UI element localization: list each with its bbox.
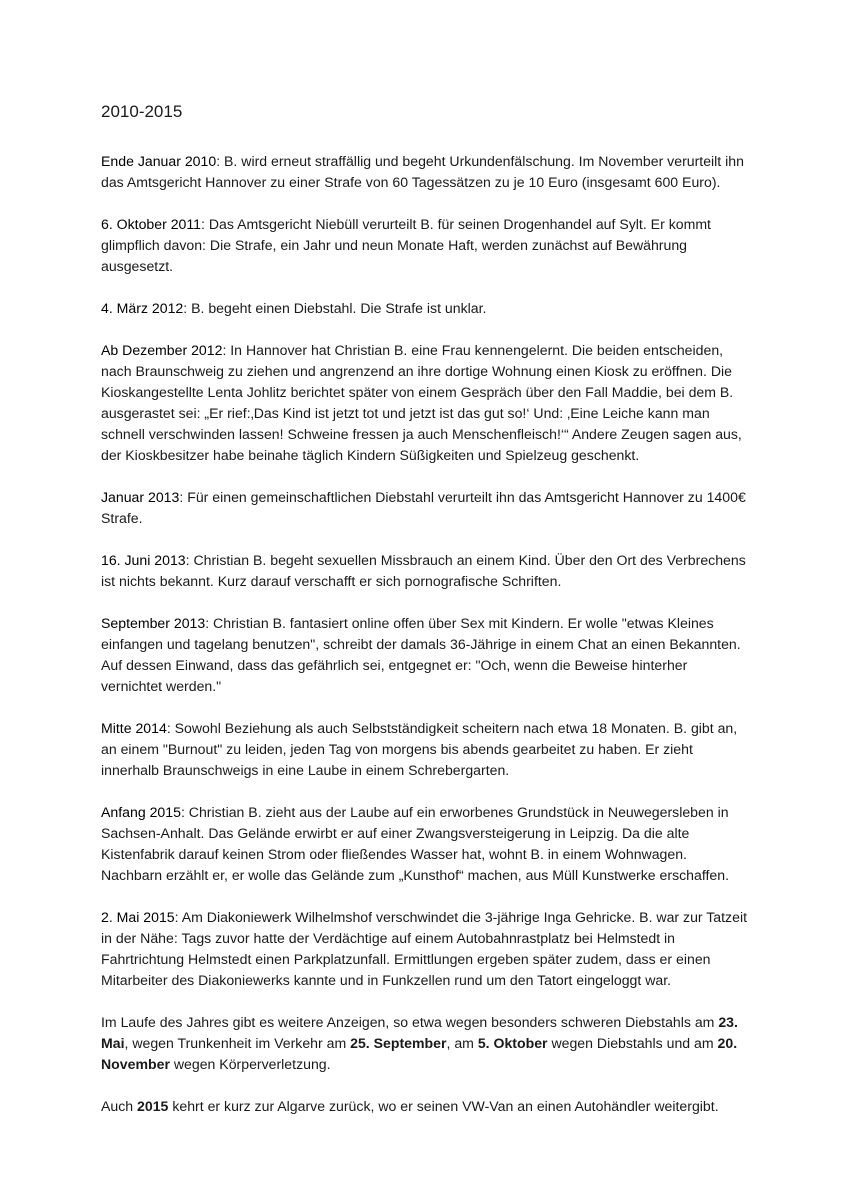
entry-text: : Sowohl Beziehung als auch Selbstständigkeit scheitern nach etwa 18 Monaten. B. gibt an, an einem "Burnout" zu leiden, jeden Tag von morgens bis abends gearbeitet zu haben. Er zieht innerhalb Braunschweigs in eine Laube in einem Schrebergarten. — [101, 720, 738, 778]
entry-date: September 2013 — [101, 615, 206, 631]
summary-date: 25. September — [350, 1035, 447, 1051]
timeline-entry — [101, 718, 748, 781]
closing-text: Auch — [101, 1098, 138, 1114]
summary-text: Im Laufe des Jahres gibt es weitere Anzeigen, so etwa wegen besonders schweren Diebstahls am — [101, 1014, 719, 1030]
timeline-entry — [101, 907, 748, 991]
timeline-entry — [101, 802, 748, 886]
entry-date: Anfang 2015 — [101, 804, 181, 820]
entry-text: : Christian B. zieht aus der Laube auf ein erworbenes Grundstück in Neuwegersleben in Sachsen-Anhalt. Das Gelände erwirbt er auf einer Zwangsversteigerung in Leipzig. Da die alte Kistenfabrik darauf keinen Strom oder fließendes Wasser hat, wohnt B. in einem Wohnwagen. Nachbarn erzählt er, er wolle das Gelände zum „Kunsthof“ machen, aus Müll Kunstwerke erschaffen. — [101, 804, 730, 883]
summary-date: 5. Oktober — [477, 1035, 548, 1051]
timeline-entry — [101, 487, 748, 529]
entry-date: 6. Oktober 2011 — [101, 216, 202, 232]
summary-paragraph — [101, 1012, 748, 1075]
closing-year: 2015 — [137, 1098, 169, 1114]
page-title: 2010-2015 — [101, 102, 183, 121]
closing-text: kehrt er kurz zur Algarve zurück, wo er seinen VW-Van an einen Autohändler weitergibt. — [168, 1098, 719, 1114]
summary-text: wegen Körperverletzung. — [169, 1056, 331, 1072]
entry-date: Ab Dezember 2012 — [101, 342, 223, 358]
entry-text: : In Hannover hat Christian B. eine Frau kennengelernt. Die beiden entscheiden, nach Braunschweig zu ziehen und angrenzend an ihre dortige Wohnung einen Kiosk zu eröffnen. Die Kioskangestellte Lenta Johlitz berichtet später von einem Gespräch über den Fall Maddie, bei dem B. ausgerastet sei: „Er rief:‚Das Kind ist jetzt tot und jetzt ist das gut so!‘ Und: ‚Eine Leiche kann man schnell verschwinden lassen! Schweine fressen ja auch Menschenfleisch!‘“ Andere Zeugen sagen aus, der Kioskbesitzer habe beinahe täglich Kindern Süßigkeiten und Spielzeug geschenkt. — [101, 342, 742, 463]
entry-date: Januar 2013 — [101, 489, 180, 505]
timeline-entry — [101, 613, 748, 697]
timeline-entry — [101, 298, 748, 319]
summary-text: , am — [446, 1035, 478, 1051]
timeline-entry — [101, 550, 748, 592]
entry-text: : Christian B. fantasiert online offen über Sex mit Kindern. Er wolle "etwas Kleines einfangen und tagelang benutzen", schreibt der damals 36-Jährige in einem Chat an einen Bekannten. Auf dessen Einwand, dass das gefährlich sei, entgegnet er: "Och, wenn die Beweise hinterher vernichtet werden." — [101, 615, 741, 694]
entry-date: 2. Mai 2015 — [101, 909, 175, 925]
summary-date: 23. Mai — [101, 1014, 738, 1051]
closing-paragraph — [101, 1096, 748, 1117]
entry-text: : Für einen gemeinschaftlichen Diebstahl verurteilt ihn das Amtsgericht Hannover zu 1400€ Strafe. — [101, 489, 746, 526]
entry-date: Ende Januar 2010 — [101, 153, 217, 169]
summary-date: 20. November — [101, 1035, 738, 1072]
entry-date: Mitte 2014 — [101, 720, 167, 736]
timeline-entry — [101, 151, 748, 193]
summary-text: wegen Diebstahls und am — [547, 1035, 718, 1051]
entry-text: : Das Amtsgericht Niebüll verurteilt B. für seinen Drogenhandel auf Sylt. Er kommt glimpflich davon: Die Strafe, ein Jahr und neun Monate Haft, werden zunächst auf Bewährung ausgesetzt. — [101, 216, 711, 274]
timeline-entry — [101, 340, 748, 466]
timeline-entry — [101, 214, 748, 277]
entry-text: : Christian B. begeht sexuellen Missbrauch an einem Kind. Über den Ort des Verbrechens ist nichts bekannt. Kurz darauf verschafft er sich pornografische Schriften. — [101, 552, 746, 589]
summary-text: , wegen Trunkenheit im Verkehr am — [124, 1035, 351, 1051]
entry-text: : B. begeht einen Diebstahl. Die Strafe ist unklar. — [183, 300, 487, 316]
entry-date: 4. März 2012 — [101, 300, 184, 316]
entry-text: : B. wird erneut straffällig und begeht Urkundenfälschung. Im November verurteilt ihn das Amtsgericht Hannover zu einer Strafe von 60 Tagessätzen zu je 10 Euro (insgesamt 600 Euro). — [101, 153, 744, 190]
entry-date: 16. Juni 2013 — [101, 552, 186, 568]
entry-text: : Am Diakoniewerk Wilhelmshof verschwindet die 3-jährige Inga Gehricke. B. war zur Tatzeit in der Nähe: Tags zuvor hatte der Verdächtige auf einem Autobahnrastplatz bei Helmstedt in Fahrtrichtung Helmstedt einen Parkplatzunfall. Ermittlungen ergeben später zudem, dass er einen Mitarbeiter des Diakoniewerks kannte und in Funkzellen rund um den Tatort eingeloggt war. — [101, 909, 747, 988]
